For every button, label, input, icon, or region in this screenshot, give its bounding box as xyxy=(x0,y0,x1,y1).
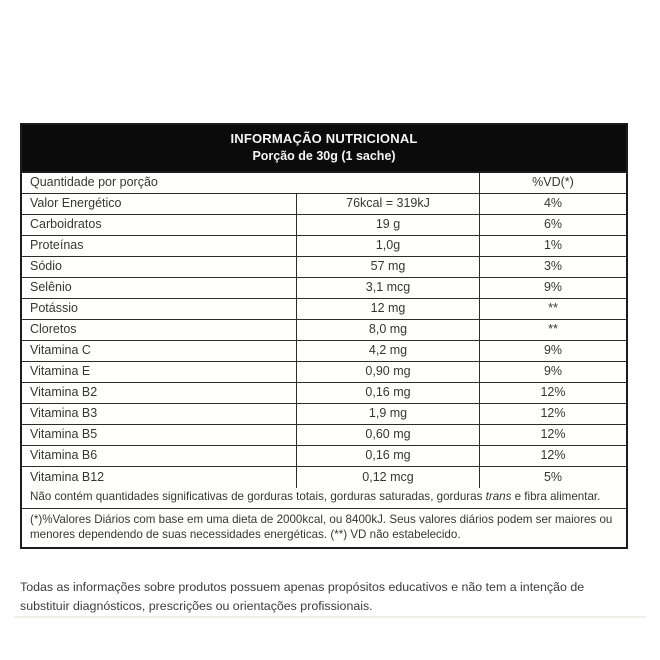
nutrient-amount: 0,90 mg xyxy=(297,362,480,382)
bottom-divider-rule xyxy=(14,616,646,618)
nutrient-dv: 4% xyxy=(543,196,563,211)
nutrition-table xyxy=(20,123,628,549)
note-significance-after: e fibra alimentar. xyxy=(511,490,601,503)
table-row xyxy=(22,425,626,446)
nutrient-name: Vitamina B6 xyxy=(22,446,297,466)
table-row xyxy=(22,299,626,320)
table-row xyxy=(22,236,626,257)
table-row xyxy=(22,194,626,215)
column-header-quantity: Quantidade por porção xyxy=(22,173,480,193)
nutrient-dv: 9% xyxy=(543,280,563,295)
table-subtitle: Porção de 30g (1 sache) xyxy=(252,149,396,163)
nutrient-amount: 4,2 mg xyxy=(297,341,480,361)
table-row xyxy=(22,257,626,278)
nutrient-name: Carboidratos xyxy=(22,215,297,235)
nutrient-name: Cloretos xyxy=(22,320,297,340)
note-significance-italic: trans xyxy=(485,490,512,503)
nutrient-amount: 19 g xyxy=(297,215,480,235)
nutrient-amount: 1,0g xyxy=(297,236,480,256)
nutrient-name: Proteínas xyxy=(22,236,297,256)
nutrient-name: Selênio xyxy=(22,278,297,298)
nutrient-amount: 3,1 mcg xyxy=(297,278,480,298)
nutrient-name: Vitamina E xyxy=(22,362,297,382)
nutrient-amount: 0,16 mg xyxy=(297,383,480,403)
nutrient-dv: 3% xyxy=(543,259,563,274)
nutrient-amount: 12 mg xyxy=(297,299,480,319)
nutrient-amount: 76kcal = 319kJ xyxy=(297,194,480,214)
table-row xyxy=(22,446,626,467)
table-row xyxy=(22,362,626,383)
nutrient-dv: 12% xyxy=(540,385,566,400)
nutrient-dv: 1% xyxy=(543,238,563,253)
disclaimer-text: Todas as informações sobre produtos possuem apenas propósitos educativos e não tem a intenção de substituir diagnósticos, prescrições ou orientações profissionais. xyxy=(20,580,585,613)
nutrient-dv: 6% xyxy=(543,217,563,232)
nutrient-dv: 12% xyxy=(540,448,566,463)
table-header-band xyxy=(22,125,626,173)
nutrient-name: Vitamina B5 xyxy=(22,425,297,445)
note-significance-before: Não contém quantidades significativas de gorduras totais, gorduras saturadas, gorduras xyxy=(30,490,486,503)
table-body xyxy=(22,194,626,488)
table-row xyxy=(22,320,626,341)
nutrient-name: Potássio xyxy=(22,299,297,319)
nutrient-amount: 0,60 mg xyxy=(297,425,480,445)
table-row xyxy=(22,383,626,404)
nutrient-dv: ** xyxy=(548,322,558,337)
nutrient-name: Valor Energético xyxy=(22,194,297,214)
nutrient-dv: 12% xyxy=(540,406,566,421)
table-row xyxy=(22,467,626,488)
nutrient-name: Vitamina B3 xyxy=(22,404,297,424)
nutrient-dv: 9% xyxy=(543,343,563,358)
nutrient-amount: 1,9 mg xyxy=(297,404,480,424)
table-title: INFORMAÇÃO NUTRICIONAL xyxy=(230,131,418,146)
note-daily-values: (*)%Valores Diários com base em uma dieta de 2000kcal, ou 8400kJ. Seus valores diários podem ser maiores ou menores dependendo de suas necessidades energéticas. (**) VD não estabelecido. xyxy=(30,512,613,541)
note-significance xyxy=(22,488,626,509)
table-row xyxy=(22,215,626,236)
column-header-row xyxy=(22,173,626,194)
nutrient-dv: 9% xyxy=(543,364,563,379)
nutrient-dv: 5% xyxy=(543,469,563,484)
nutrient-name: Sódio xyxy=(22,257,297,277)
nutrient-amount: 57 mg xyxy=(297,257,480,277)
table-row xyxy=(22,404,626,425)
nutrient-name: Vitamina C xyxy=(22,341,297,361)
nutrient-name: Vitamina B2 xyxy=(22,383,297,403)
nutrient-amount: 0,16 mg xyxy=(297,446,480,466)
nutrient-name: Vitamina B12 xyxy=(22,467,297,488)
nutrient-amount: 8,0 mg xyxy=(297,320,480,340)
column-header-dv: %VD(*) xyxy=(532,175,574,190)
nutrient-dv: ** xyxy=(548,301,558,316)
nutrient-dv: 12% xyxy=(540,427,566,442)
nutrient-amount: 0,12 mcg xyxy=(297,467,480,488)
table-row xyxy=(22,341,626,362)
table-row xyxy=(22,278,626,299)
